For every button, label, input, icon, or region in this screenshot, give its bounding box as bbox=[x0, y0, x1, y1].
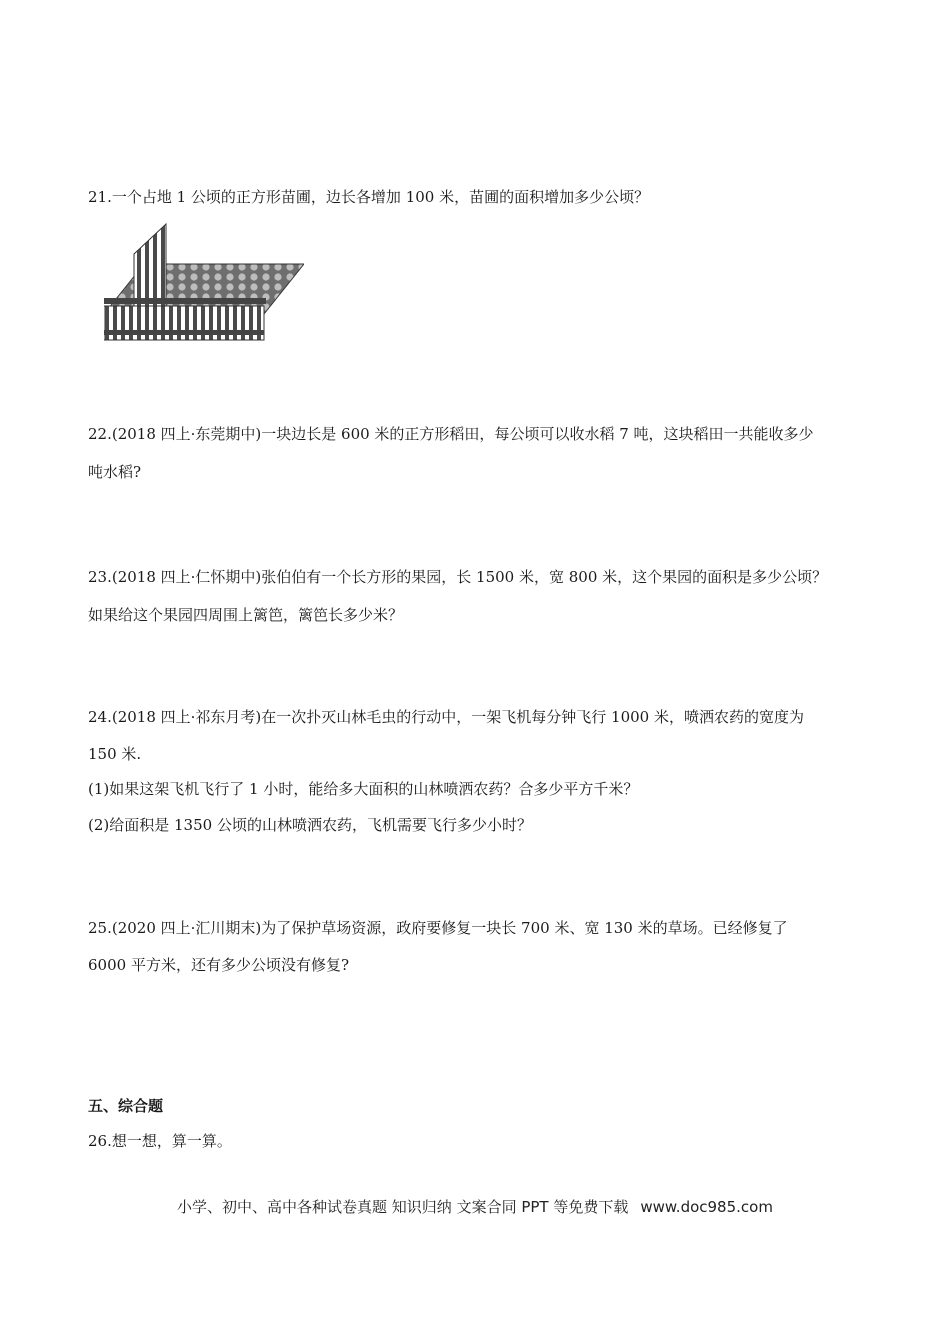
footer-text: 小学、初中、高中各种试卷真题 知识归纳 文案合同 PPT 等免费下载 bbox=[177, 1198, 629, 1216]
question-24-sub-2: (2)给面积是 1350 公顷的山林喷洒农药，飞机需要飞行多少小时？ bbox=[88, 816, 532, 834]
nursery-fence-figure bbox=[104, 222, 304, 342]
section-title: 五、综合题 bbox=[88, 1097, 164, 1115]
question-26: 26.想一想，算一算。 bbox=[88, 1132, 232, 1150]
question-22-line-2: 吨水稻? bbox=[88, 463, 142, 481]
question-23-line-1: 23.(2018 四上·仁怀期中)张伯伯有一个长方形的果园，长 1500 米，宽 800 米，这个果园的面积是多少公顷？ bbox=[88, 568, 828, 586]
question-22-line-1: 22.(2018 四上·东莞期中)一块边长是 600 米的正方形稻田，每公顷可以收水稻 7 吨，这块稻田一共能收多少 bbox=[88, 425, 814, 443]
question-24-line-2: 150 米. bbox=[88, 745, 142, 763]
footer-url[interactable]: www.doc985.com bbox=[640, 1198, 773, 1216]
question-24-line-1: 24.(2018 四上·祁东月考)在一次扑灭山林毛虫的行动中，一架飞机每分钟飞行 1000 米，喷洒农药的宽度为 bbox=[88, 708, 804, 726]
question-25-line-2: 6000 平方米，还有多少公顷没有修复? bbox=[88, 956, 349, 974]
question-25-line-1: 25.(2020 四上·汇川期末)为了保护草场资源，政府要修复一块长 700 米、宽 130 米的草场。已经修复了 bbox=[88, 919, 788, 937]
question-21-text: 21.一个占地 1 公顷的正方形苗圃，边长各增加 100 米，苗圃的面积增加多少公顷？ bbox=[88, 188, 650, 206]
question-23-line-2: 如果给这个果园四周围上篱笆，篱笆长多少米？ bbox=[88, 606, 404, 624]
page-footer bbox=[0, 1196, 950, 1217]
question-24-sub-1: (1)如果这架飞机飞行了 1 小时，能给多大面积的山林喷洒农药？合多少平方千米？ bbox=[88, 780, 639, 798]
